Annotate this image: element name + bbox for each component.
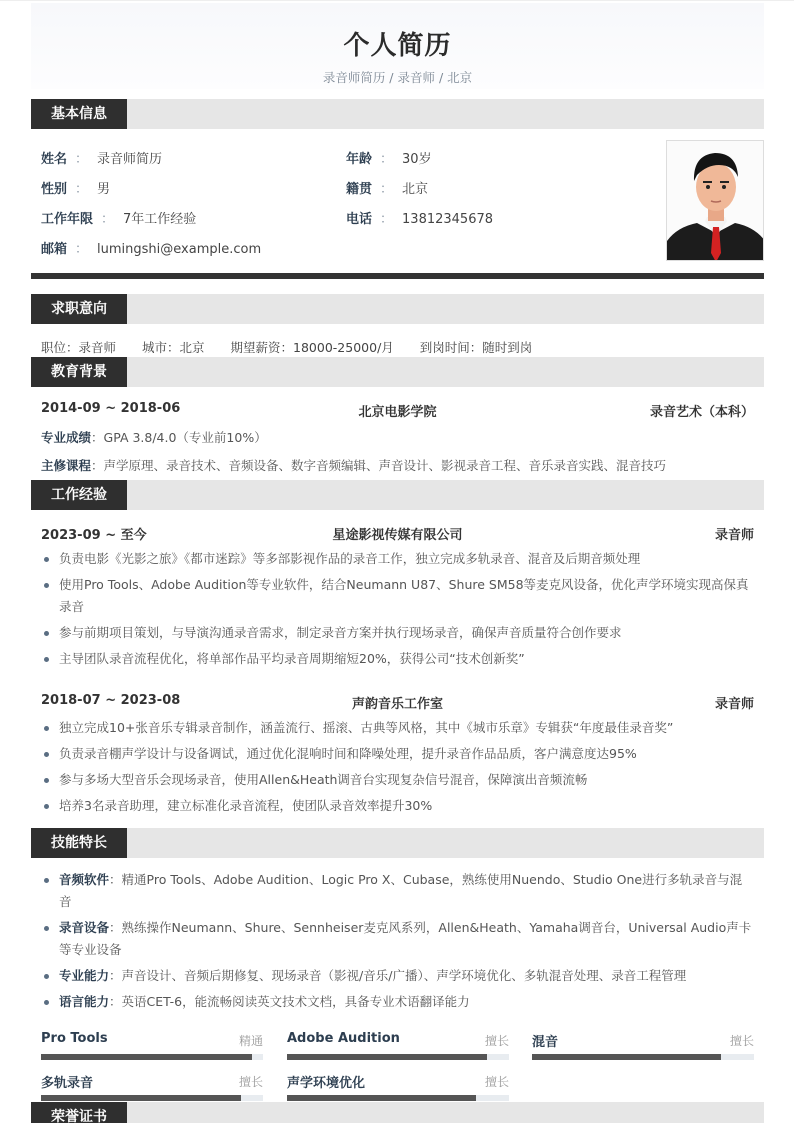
resume-header: [31, 3, 764, 89]
list-item: 音频软件：精通Pro Tools、Adobe Audition、Logic Pro X、Cubase，熟练使用Nuendo、Studio One进行多轨录音与混音: [41, 869, 754, 913]
education-period: 2014-09 ~ 2018-06: [41, 401, 181, 416]
work-role: 录音师: [714, 528, 754, 543]
intent-salary: 期望薪资：18000-25000/月: [230, 340, 394, 355]
info-years: 工作年限 ： 7年工作经验: [41, 212, 197, 227]
work-role: 录音师: [714, 697, 754, 712]
name-value: 录音师简历: [97, 152, 163, 167]
work-row-1: [41, 524, 754, 543]
list-item: 培养3名录音助理，建立标准化录音流程，使团队录音效率提升30%: [41, 795, 754, 817]
education-school: 北京电影学院: [358, 405, 437, 420]
section-header-intent: [31, 294, 764, 324]
intent-city: 城市：北京: [142, 340, 205, 355]
info-gender: 性别 ： 男: [41, 182, 111, 197]
section-header-skills: [31, 828, 764, 858]
list-item: 负责录音棚声学设计与设备调试，通过优化混响时间和降噪处理，提升录音作品品质，客户满意度达95%: [41, 743, 754, 765]
skill-bar-multitrack: 多轨录音 擅长: [41, 1072, 263, 1091]
list-item: 参与多场大型音乐会现场录音，使用Allen&Heath调音台实现复杂信号混音，保障演出音频流畅: [41, 769, 754, 791]
info-age: 年龄 ： 30岁: [346, 152, 432, 167]
work-bullets-2: [41, 717, 754, 821]
work-row-2: [41, 693, 754, 712]
section-title: 技能特长: [31, 828, 127, 858]
avatar: [666, 140, 764, 261]
email-link[interactable]: lumingshi@example.com: [97, 242, 262, 257]
section-title: 荣誉证书: [31, 1102, 127, 1123]
list-item: 录音设备：熟练操作Neumann、Shure、Sennheiser麦克风系列，Allen&Heath、Yamaha调音台，Universal Audio声卡等专业设备: [41, 917, 754, 961]
work-bullets-1: [41, 548, 754, 674]
section-header-honors: [31, 1102, 764, 1123]
section-title: 工作经验: [31, 480, 127, 510]
section-header-work: [31, 480, 764, 510]
info-hometown: 籍贯 ： 北京: [346, 182, 429, 197]
job-intent: [41, 338, 558, 356]
page-subtitle: 录音师简历 / 录音师 / 北京: [322, 70, 473, 85]
list-item: 负责电影《光影之旅》《都市迷踪》等多部影视作品的录音工作，独立完成多轨录音、混音及后期音频处理: [41, 548, 754, 570]
work-period: 2018-07 ~ 2023-08: [41, 693, 181, 708]
list-item: 独立完成10+张音乐专辑录音制作，涵盖流行、摇滚、古典等风格，其中《城市乐章》专辑获“年度最佳录音奖”: [41, 717, 754, 739]
skill-bar-audition: Adobe Audition 擅长: [287, 1031, 509, 1046]
work-company: 星途影视传媒有限公司: [332, 528, 463, 543]
intent-availability: 到岗时间：随时到岗: [419, 340, 533, 355]
list-item: 使用Pro Tools、Adobe Audition等专业软件，结合Neumann U87、Shure SM58等麦克风设备，优化声学环境实现高保真录音: [41, 574, 754, 618]
info-name: 姓名 ： 录音师简历: [41, 152, 163, 167]
intent-position: 职位：录音师: [41, 340, 117, 355]
list-item: 主导团队录音流程优化，将单部作品平均录音周期缩短20%，获得公司“技术创新奖”: [41, 648, 754, 670]
skills-list: [41, 869, 754, 1017]
education-row: [41, 401, 754, 420]
section-title: 教育背景: [31, 357, 127, 387]
page-title: 个人简历: [343, 31, 452, 61]
list-item: 语言能力：英语CET-6，能流畅阅读英文技术文档，具备专业术语翻译能力: [41, 991, 754, 1013]
skill-bar-acoustics: 声学环境优化 擅长: [287, 1072, 509, 1091]
skill-bar-protools: Pro Tools 精通: [41, 1031, 263, 1046]
info-email: 邮箱 ： lumingshi@example.com: [41, 242, 262, 257]
list-item: 专业能力：声音设计、音频后期修复、现场录音（影视/音乐/广播）、声学环境优化、多轨混音处理、录音工程管理: [41, 965, 754, 987]
section-divider: [31, 273, 764, 279]
education-courses: 主修课程：声学原理、录音技术、音频设备、数字音频编辑、声音设计、影视录音工程、音乐录音实践、混音技巧: [41, 458, 667, 473]
work-period: 2023-09 ~ 至今: [41, 528, 147, 543]
education-major: 录音艺术（本科）: [649, 405, 754, 420]
section-header-basic: [31, 99, 764, 129]
section-title: 基本信息: [31, 99, 127, 129]
work-company: 声韵音乐工作室: [351, 697, 443, 712]
skill-bar-mixing: 混音 擅长: [532, 1031, 754, 1050]
section-header-education: [31, 357, 764, 387]
portrait-icon: [667, 141, 764, 261]
section-title: 求职意向: [31, 294, 127, 324]
list-item: 参与前期项目策划，与导演沟通录音需求，制定录音方案并执行现场录音，确保声音质量符合创作要求: [41, 622, 754, 644]
education-gpa: 专业成绩：GPA 3.8/4.0（专业前10%）: [41, 430, 267, 445]
info-phone: 电话 ： 13812345678: [346, 212, 494, 227]
